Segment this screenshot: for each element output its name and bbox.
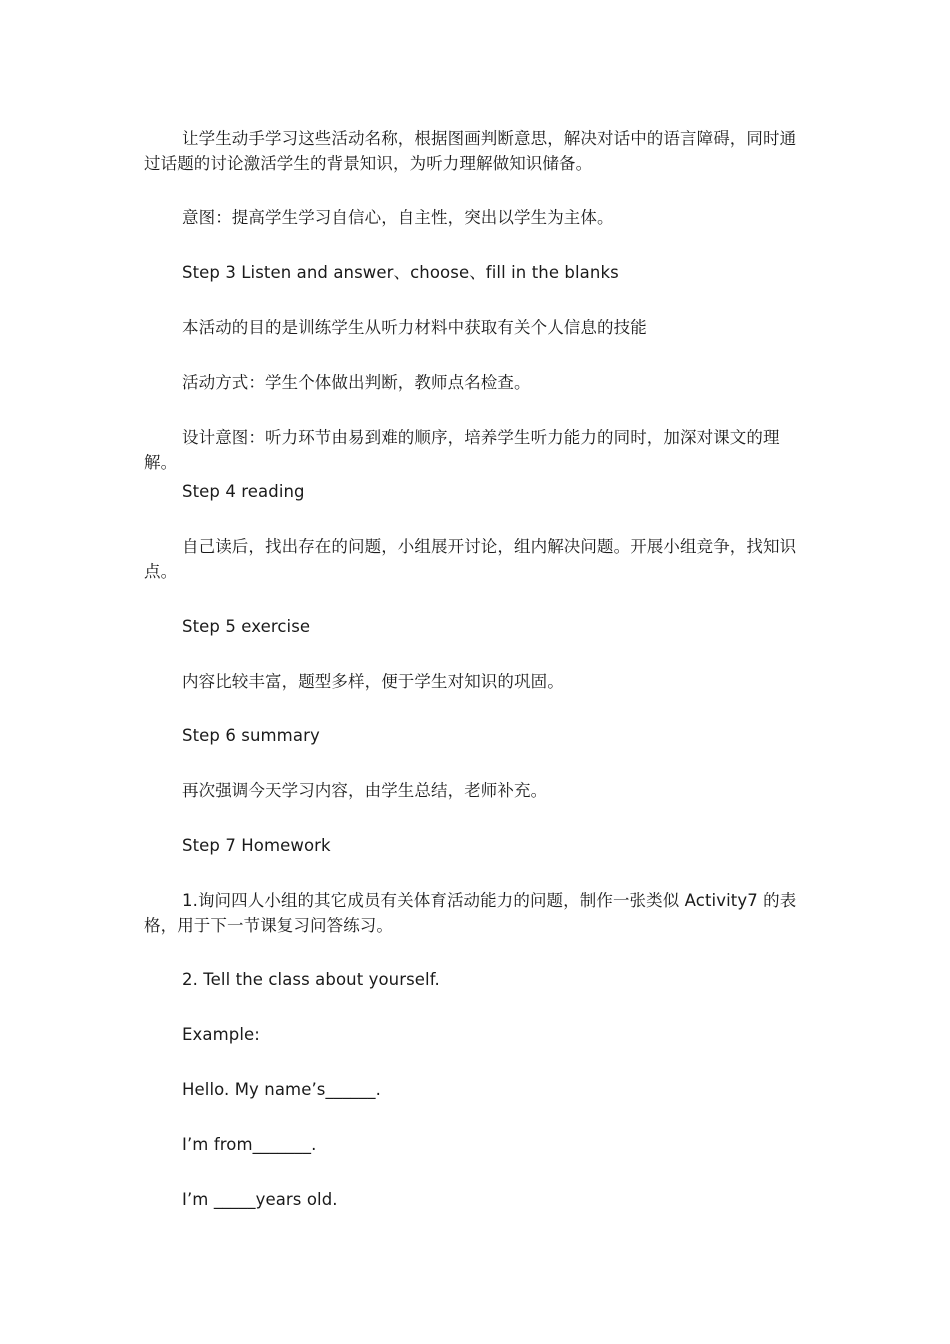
paragraph-step-6-detail: 再次强调今天学习内容，由学生总结，老师补充。: [182, 781, 548, 800]
heading-step-5: Step 5 exercise: [182, 617, 311, 636]
heading-step-3: Step 3 Listen and answer、choose、fill in the blanks: [182, 263, 619, 282]
paragraph-step-5-detail: 内容比较丰富，题型多样，便于学生对知识的巩固。: [182, 672, 564, 691]
paragraph-intent: 意图：提高学生学习自信心，自主性，突出以学生为主体。: [182, 208, 614, 227]
paragraph-step-3-design: 设计意图：听力环节由易到难的顺序，培养学生听力能力的同时，加深对课文的理解。: [144, 428, 780, 472]
paragraph-example-name: Hello. My name’s______.: [182, 1080, 381, 1099]
paragraph-step-3-method: 活动方式：学生个体做出判断，教师点名检查。: [182, 373, 531, 392]
heading-step-7: Step 7 Homework: [182, 836, 331, 855]
paragraph-step-3-goal: 本活动的目的是训练学生从听力材料中获取有关个人信息的技能: [182, 318, 647, 337]
paragraph-step-4-detail: 自己读后，找出存在的问题，小组展开讨论，组内解决问题。开展小组竞争，找知识点。: [144, 537, 797, 581]
heading-step-4: Step 4 reading: [182, 482, 305, 501]
paragraph-homework-1: 1.询问四人小组的其它成员有关体育活动能力的问题，制作一张类似 Activity7 的表格，用于下一节课复习问答练习。: [144, 891, 797, 935]
paragraph-homework-2: 2. Tell the class about yourself.: [182, 970, 440, 989]
heading-step-6: Step 6 summary: [182, 726, 320, 745]
paragraph-activity-intro: 让学生动手学习这些活动名称，根据图画判断意思，解决对话中的语言障碍，同时通过话题的讨论激活学生的背景知识，为听力理解做知识储备。: [144, 129, 797, 173]
paragraph-example-age: I’m _____years old.: [182, 1190, 338, 1209]
paragraph-example-label: Example:: [182, 1025, 260, 1044]
paragraph-example-from: I’m from_______.: [182, 1135, 317, 1154]
